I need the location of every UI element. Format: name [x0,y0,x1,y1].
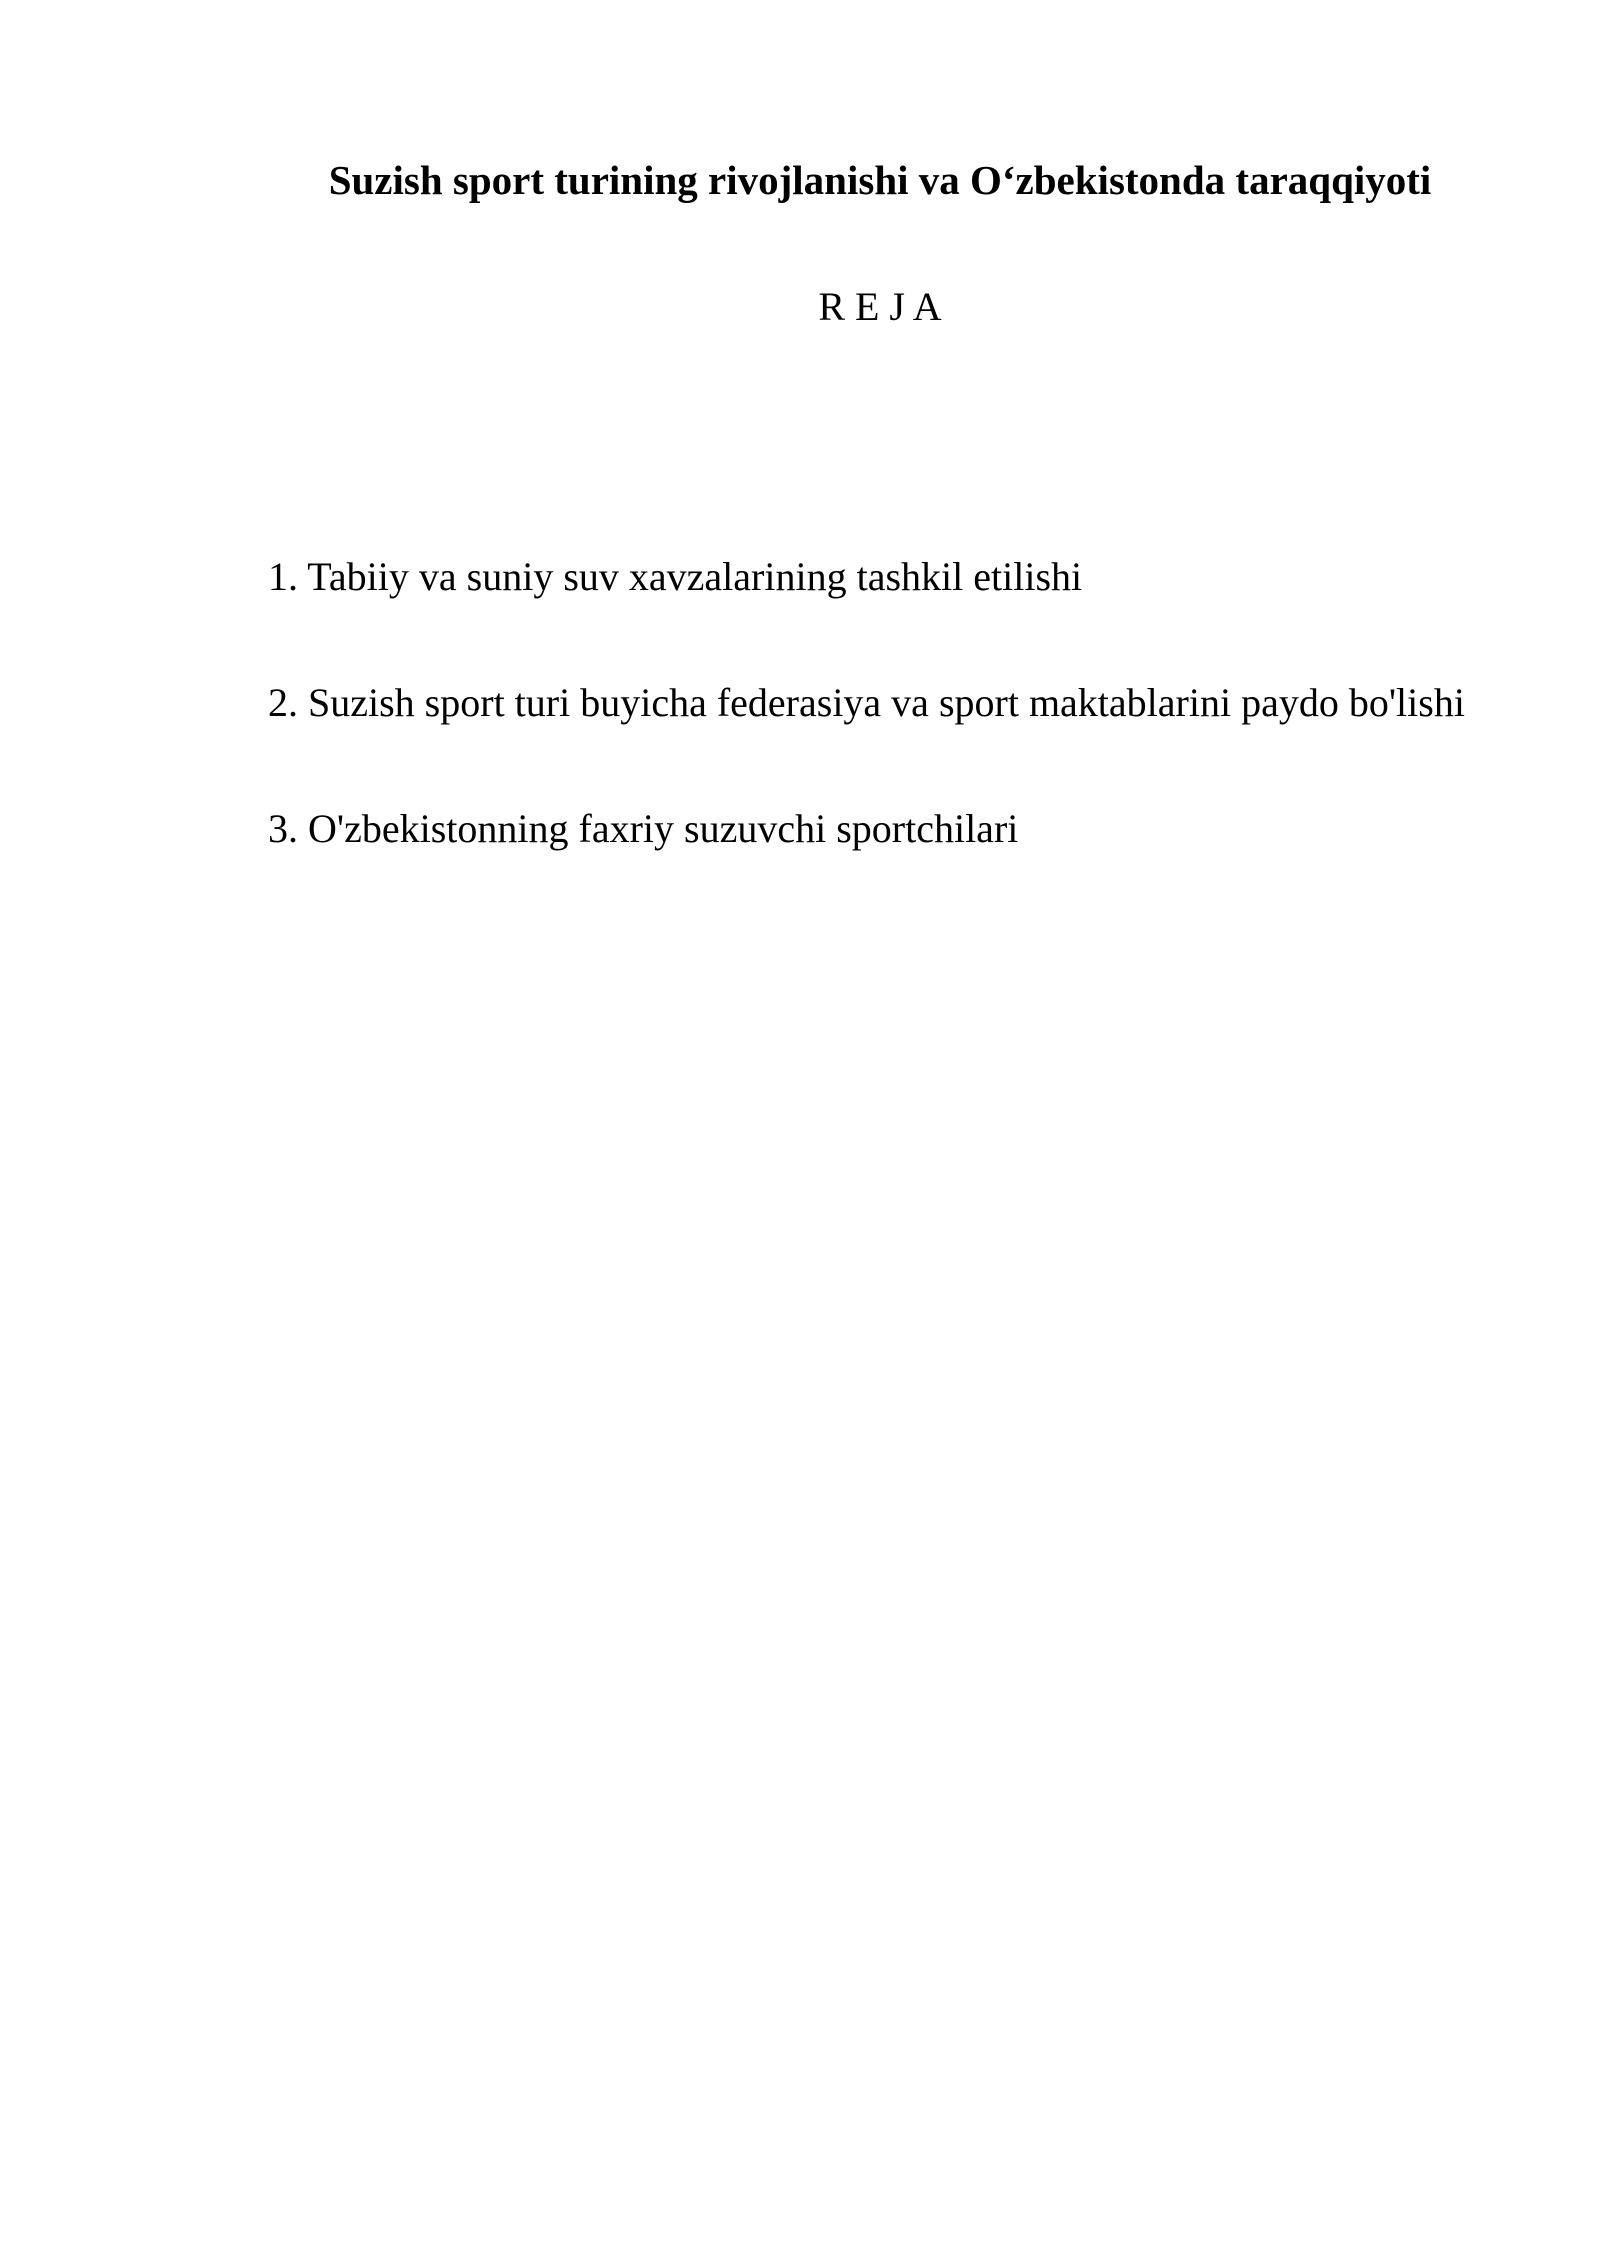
plan-item-3: 3. O'zbekistonning faxriy suzuvchi sportchilari [268,806,1019,851]
plan-heading: R E J A [818,284,942,329]
document-title: Suzish sport turining rivojlanishi va O‘zbekistonda taraqqiyoti [328,157,1432,203]
plan-item-1: 1. Tabiiy va suniy suv xavzalarining tashkil etilishi [268,554,1083,599]
plan-item-2: 2. Suzish sport turi buyicha federasiya va sport maktablarini paydo bo'lishi [268,680,1465,725]
plan-list [230,527,1493,905]
